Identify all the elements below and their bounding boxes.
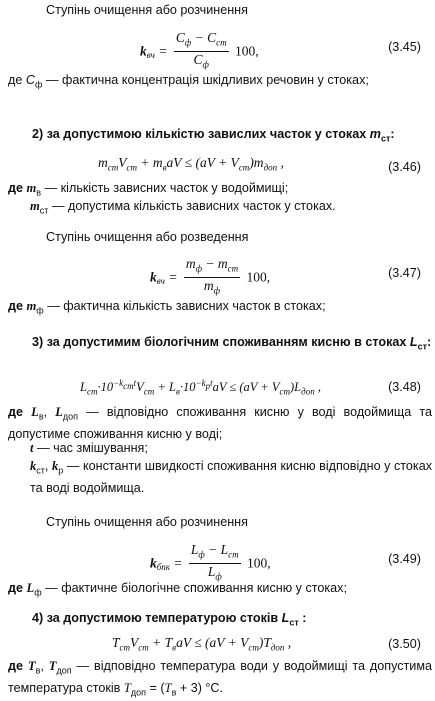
definition-k: $k_{ст}$, $k_р$ — константи швидкості споживання кисню відповідно у стоках та воді водоймища.	[30, 459, 433, 495]
criterion-2: 2) за допустимою кількістю завислих часток у стоках $m_{ст}$:	[32, 127, 395, 144]
definition-cf: де $C_ф$ — фактична концентрація шкідливих речовин у стоках;	[8, 73, 369, 90]
definition-tv: де $T_в$, $T_{доп}$ — відповідно температура води у водоймищі та допустима температура стоків $T_{доп} = (T_в + 3)$ °C.	[8, 659, 433, 698]
equation-3-49: $k_{бпк}$ = $\frac{L_ф - L_{ст}}{L_ф}$ 100, (3.49)	[150, 542, 421, 582]
equation-3-50: $T_{ст}V_{ст} + T_вaV \le (aV + V_{ст})T_{доп}$ , (3.50)	[112, 635, 421, 653]
equation-number: (3.48)	[388, 380, 421, 394]
definition-t: t — час змішування;	[30, 441, 148, 455]
equation-3-45: $k_{вч}$ = $\frac{C_ф - C_{ст}}{C_ф}$ 100, (3.45)	[140, 30, 421, 70]
definition-mf: де $m_ф$ — фактична кількість зависних часток в стоках;	[8, 299, 326, 316]
equation-number: (3.46)	[388, 160, 421, 174]
equation-number: (3.50)	[388, 637, 421, 651]
definition-lf: де $L_ф$ — фактичне біологічне споживання кисню у стоках;	[8, 581, 347, 598]
paragraph-heading: Ступінь очищення або розведення	[46, 230, 249, 244]
equation-3-47: $k_{вч}$ = $\frac{m_ф - m_{ст}}{m_ф}$ 100, (3.47)	[150, 256, 421, 296]
paragraph-heading: Ступінь очищення або розчинення	[46, 515, 248, 529]
equation-number: (3.47)	[388, 266, 421, 280]
equation-3-48: $L_{ст}\cdot 10^{-k_{ст}t}V_{ст} + L_в\cdot 10^{-k_рt}aV \le (aV + V_{ст})L_{доп}$ , (3.48)	[80, 378, 421, 397]
equation-number: (3.49)	[388, 552, 421, 566]
criterion-4: 4) за допустимою температурою стоків $L_{ст}$ :	[32, 611, 307, 628]
paragraph-heading: Ступінь очищення або розчинення	[46, 3, 248, 17]
definition-lv: де $L_в$, $L_{доп}$ — відповідно споживання кисню у воді водоймища та допустиме споживання кисню у воді;	[8, 405, 432, 441]
definition-mst: $m_{ст}$ — допустима кількість зависних часток у стоках.	[30, 199, 336, 216]
definition-mv: де $m_в$ — кількість зависних часток у водоймищі;	[8, 181, 289, 198]
criterion-3: 3) за допустимим біологічним споживанням кисню в стоках $L_{ст}$:	[32, 335, 432, 352]
equation-number: (3.45)	[388, 40, 421, 54]
equation-3-46: $m_{ст}V_{ст} + m_вaV \le (aV + V_{ст})m_{доп}$ , (3.46)	[98, 155, 421, 174]
